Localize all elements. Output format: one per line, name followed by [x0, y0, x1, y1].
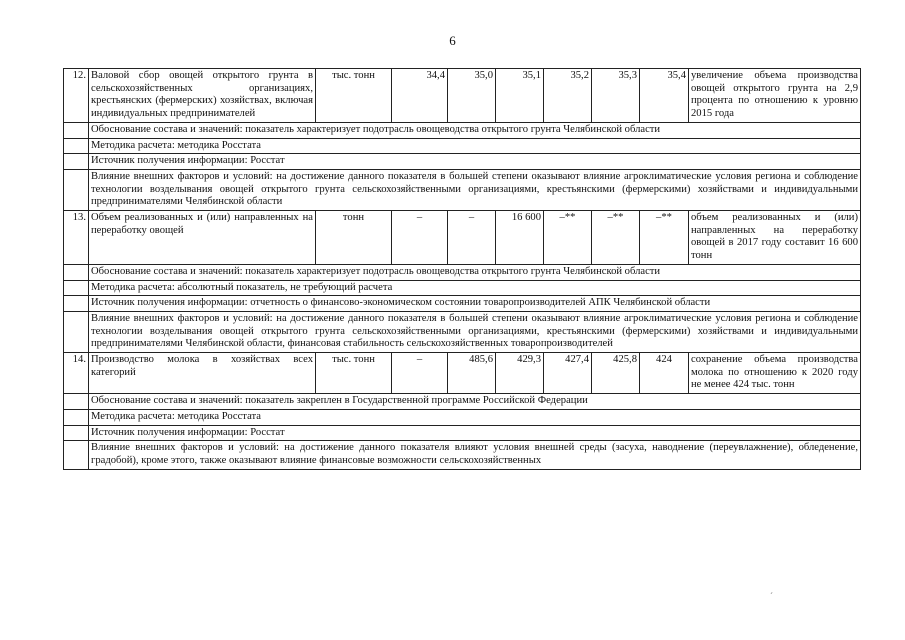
- value-cell: 427,4: [544, 353, 592, 394]
- indicator-name: Производство молока в хозяйствах всех категорий: [89, 353, 316, 394]
- value-cell: 429,3: [496, 353, 544, 394]
- table-row: [64, 154, 861, 170]
- unit-cell: тыс. тонн: [316, 353, 392, 394]
- expected-result: сохранение объема производства молока по отношению к 2020 году не менее 424 тыс. тонн: [689, 353, 861, 394]
- value-cell: 16 600: [496, 211, 544, 265]
- page-number: 6: [449, 33, 456, 48]
- table-row: [64, 394, 861, 410]
- row-number: 13.: [64, 211, 89, 265]
- table-row: [64, 138, 861, 154]
- value-cell: 35,3: [592, 69, 640, 123]
- expected-result: увеличение объема производства овощей открытого грунта на 2,9 процента по отношению к уровню 2015 года: [689, 69, 861, 123]
- value-cell: –: [392, 353, 448, 394]
- table-row: [64, 264, 861, 280]
- row-number: 12.: [64, 69, 89, 123]
- rationale-text: Обоснование состава и значений: показатель характеризует подотрасль овощеводства открытого грунта Челябинской области: [89, 122, 861, 138]
- table-row: [64, 69, 861, 123]
- scan-mark: ´: [770, 591, 773, 601]
- value-cell: 35,2: [544, 69, 592, 123]
- method-text: Методика расчета: методика Росстата: [89, 138, 861, 154]
- value-cell: –**: [592, 211, 640, 265]
- value-cell: 425,8: [592, 353, 640, 394]
- indicator-name: Валовой сбор овощей открытого грунта в сельскохозяйственных организациях, крестьянских (фермерских) хозяйствах, включая индивидуальных предпринимателей: [89, 69, 316, 123]
- value-cell: 35,0: [448, 69, 496, 123]
- factors-text: Влияние внешних факторов и условий: на достижение данного показателя в большей степени оказывают влияние агроклиматические условия региона и соблюдение технологии возделывания овощей открытого грунта сельскохозяйственными организациями, крестьянскими (фермерскими) хозяйствами и индивидуальными предпринимателями Челябинской области: [89, 169, 861, 210]
- table-row: [64, 409, 861, 425]
- value-cell: –: [392, 211, 448, 265]
- table-row: [64, 122, 861, 138]
- factors-text: Влияние внешних факторов и условий: на достижение данного показателя в большей степени оказывают влияние агроклиматические условия региона и соблюдение технологии возделывания овощей открытого грунта сельскохозяйственными организациями, крестьянскими (фермерскими) хозяйствами и индивидуальными предпринимателями Челябинской области, финансовая стабильность сельскохозяйственных товаропроизводителей: [89, 311, 861, 352]
- table-row: [64, 353, 861, 394]
- method-text: Методика расчета: методика Росстата: [89, 409, 861, 425]
- table-row: [64, 441, 861, 469]
- factors-text: Влияние внешних факторов и условий: на достижение данного показателя влияют условия внешней среды (засуха, наводнение (переувлажнение), обледенение, градобой), кроме этого, также оказывают влияние финансовые возможности сельскохозяйственных: [89, 441, 861, 469]
- indicators-table: [63, 68, 861, 470]
- value-cell: –**: [544, 211, 592, 265]
- table-row: [64, 211, 861, 265]
- indicator-name: Объем реализованных и (или) направленных на переработку овощей: [89, 211, 316, 265]
- value-cell: 35,1: [496, 69, 544, 123]
- unit-cell: тыс. тонн: [316, 69, 392, 123]
- source-text: Источник получения информации: Росстат: [89, 425, 861, 441]
- table-row: [64, 169, 861, 210]
- value-cell: 34,4: [392, 69, 448, 123]
- source-text: Источник получения информации: Росстат: [89, 154, 861, 170]
- rationale-text: Обоснование состава и значений: показатель характеризует подотрасль овощеводства открытого грунта Челябинской области: [89, 264, 861, 280]
- value-cell: 424: [640, 353, 689, 394]
- rationale-text: Обоснование состава и значений: показатель закреплен в Государственной программе Российской Федерации: [89, 394, 861, 410]
- row-number: 14.: [64, 353, 89, 394]
- unit-cell: тонн: [316, 211, 392, 265]
- table-row: [64, 311, 861, 352]
- source-text: Источник получения информации: отчетность о финансово-экономическом состоянии товаропроизводителей АПК Челябинской области: [89, 296, 861, 312]
- value-cell: 35,4: [640, 69, 689, 123]
- table-row: [64, 280, 861, 296]
- value-cell: –**: [640, 211, 689, 265]
- expected-result: объем реализованных и (или) направленных на переработку овощей в 2017 году составит 16 600 тонн: [689, 211, 861, 265]
- value-cell: 485,6: [448, 353, 496, 394]
- method-text: Методика расчета: абсолютный показатель, не требующий расчета: [89, 280, 861, 296]
- table-row: [64, 296, 861, 312]
- table-row: [64, 425, 861, 441]
- value-cell: –: [448, 211, 496, 265]
